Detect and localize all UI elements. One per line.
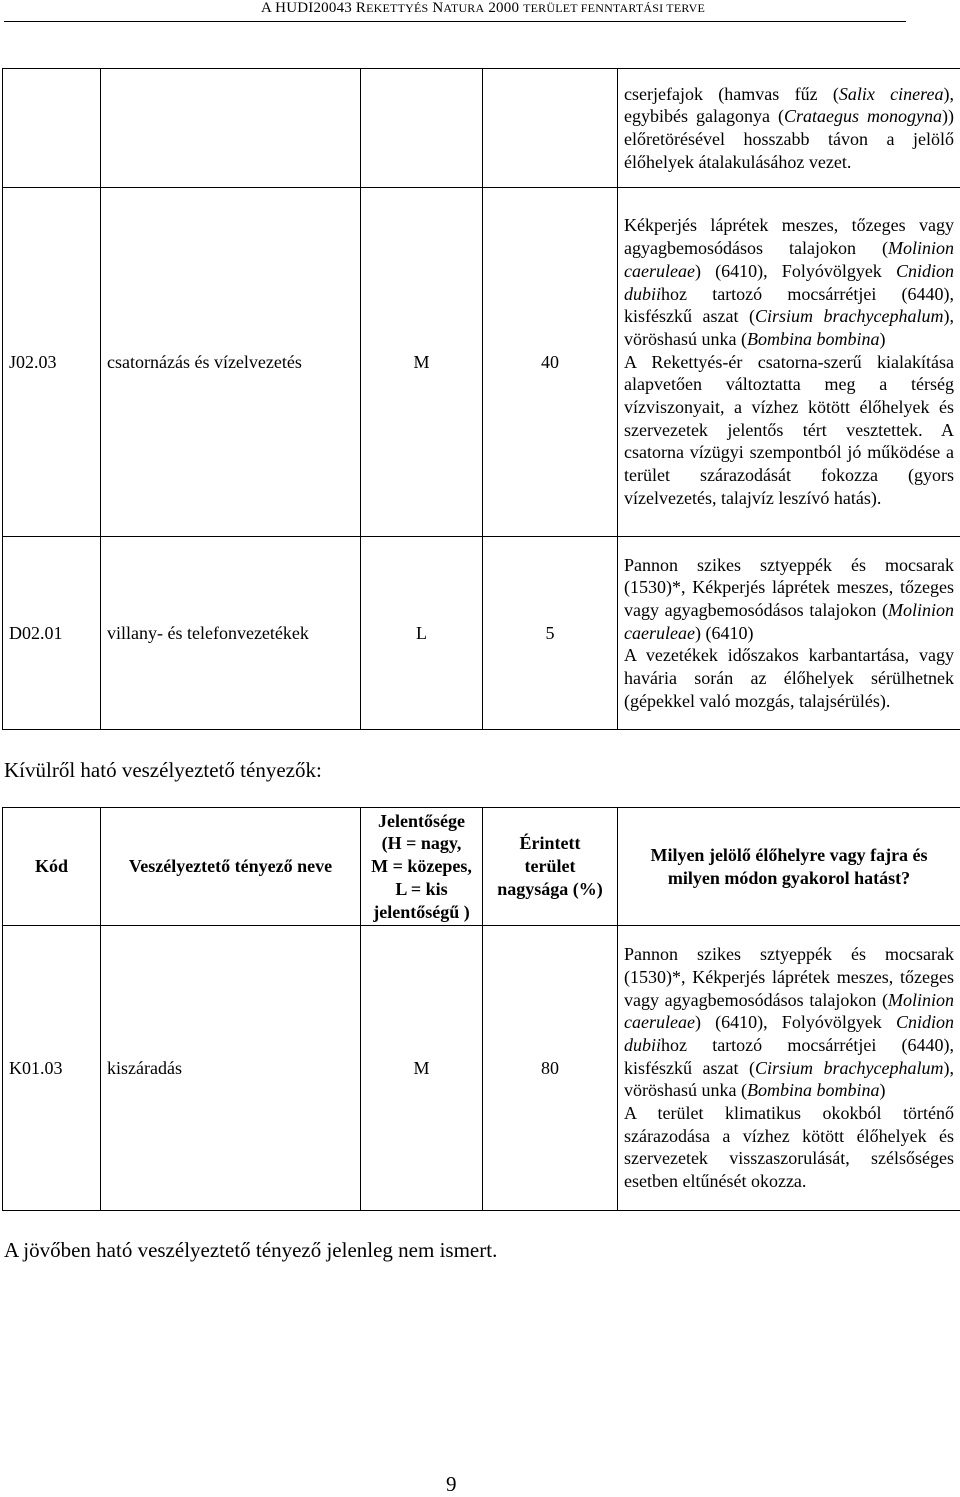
threats-table-external (2, 807, 960, 1211)
cell-area: 80 (483, 926, 618, 1211)
table-row (3, 69, 960, 188)
header-code: Kód (3, 808, 101, 926)
header-significance: Jelentősége (H = nagy, M = közepes, L = kis jelentőségű ) (361, 808, 483, 926)
cell-area: 40 (483, 188, 618, 537)
cell-name: villany- és telefonvezetékek (101, 537, 361, 730)
table-row (3, 188, 960, 537)
cell-name: csatornázás és vízelvezetés (101, 188, 361, 537)
cell-impact: Kékperjés láprétek meszes, tőzeges vagy agyagbemosódásos talajokon (Molinion caeruleae) (6410), Folyóvölgyek Cnidion dubiihoz tartozó mocsárrétjei (6440), kisfészkű aszat (Cirsium brachycephalum), vöröshasú unka (Bombina bombina) A Rekettyés-ér csatorna-szerű kialakítása alapvetően változtatta meg a térség vízviszonyait, a vízhez kötött élőhelyek és szervezetek jelentős tért vesztettek. A csatorna vízügyi szempontból jó működése a terület szárazodását fokozza (gyors vízelvezetés, talajvíz leszívó hatás). (618, 188, 960, 537)
cell-area (483, 69, 618, 188)
table-row (3, 537, 960, 730)
section-title: Kívülről ható veszélyeztető tényezők: (4, 758, 322, 782)
table-row (3, 926, 960, 1211)
header-name: Veszélyeztető tényező neve (101, 808, 361, 926)
cell-code: D02.01 (3, 537, 101, 730)
header-area: Érintett terület nagysága (%) (483, 808, 618, 926)
header-rule (4, 21, 906, 22)
cell-code (3, 69, 101, 188)
cell-significance: L (361, 537, 483, 730)
cell-significance: M (361, 188, 483, 537)
cell-impact: cserjefajok (hamvas fűz (Salix cinerea), egybibés galagonya (Crataegus monogyna)) előretörésével hosszabb távon a jelölő élőhelyek átalakulásához vezet. (618, 69, 960, 188)
footer-note: A jövőben ható veszélyeztető tényező jelenleg nem ismert. (4, 1238, 498, 1262)
cell-code: J02.03 (3, 188, 101, 537)
page-number: 9 (446, 1472, 457, 1496)
cell-name: kiszáradás (101, 926, 361, 1211)
cell-impact: Pannon szikes sztyeppék és mocsarak (1530)*, Kékperjés láprétek meszes, tőzeges vagy agyagbemosódásos talajokon (Molinion caeruleae) (6410), Folyóvölgyek Cnidion dubiihoz tartozó mocsárrétjei (6440), kisfészkű aszat (Cirsium brachycephalum), vöröshasú unka (Bombina bombina) A terület klimatikus okokból történő szárazodása a vízhez kötött élőhelyek és szervezetek visszaszorulását, szélsőséges esetben eltűnését okozza. (618, 926, 960, 1211)
header-impact: Milyen jelölő élőhelyre vagy fajra és milyen módon gyakorol hatást? (618, 808, 960, 926)
cell-significance: M (361, 926, 483, 1211)
header-title: A HUDI20043 REKETTYÉS NATURA 2000 TERÜLET FENNTARTÁSI TERVE (261, 0, 705, 16)
table-header-row (3, 808, 960, 926)
threats-table-internal (2, 68, 960, 730)
cell-area: 5 (483, 537, 618, 730)
cell-impact: Pannon szikes sztyeppék és mocsarak (1530)*, Kékperjés láprétek meszes, tőzeges vagy agyagbemosódásos talajokon (Molinion caeruleae) (6410) A vezetékek időszakos karbantartása, vagy havária során az élőhelyek sérülhetnek (gépekkel való mozgás, talajsérülés). (618, 537, 960, 730)
cell-code: K01.03 (3, 926, 101, 1211)
running-header (0, 0, 960, 26)
cell-name (101, 69, 361, 188)
cell-significance (361, 69, 483, 188)
